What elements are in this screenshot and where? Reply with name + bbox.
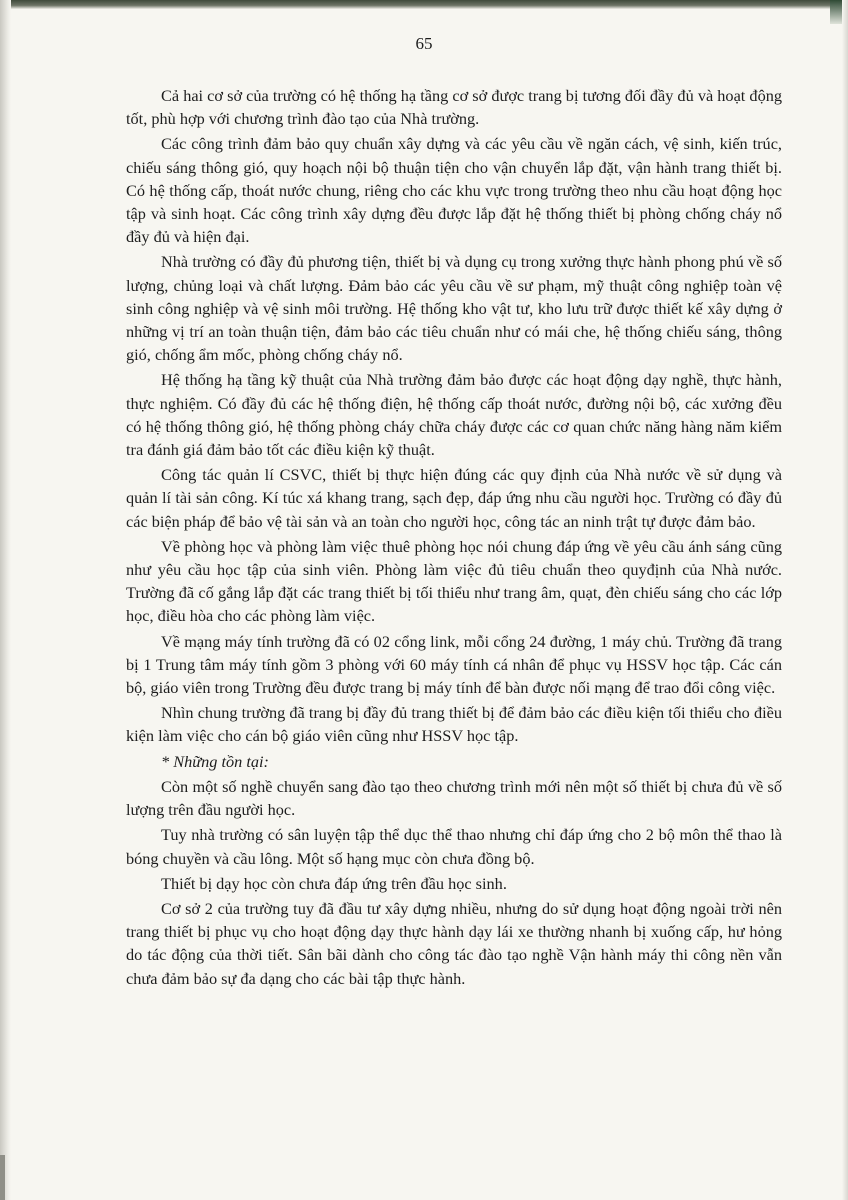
paragraph: Nhà trường có đầy đủ phương tiện, thiết bị và dụng cụ trong xưởng thực hành phong phú về số lượng, chủng loại và chất lượng. Đảm bảo các yêu cầu về sư phạm, mỹ thuật công nghiệp toàn vệ sinh công nghiệp và vệ sinh môi trường. Hệ thống kho vật tư, kho lưu trữ được thiết kế xây dựng ở những vị trí an toàn thuận tiện, đảm bảo các tiêu chuẩn như có mái che, hệ thống chiếu sáng, thông gió, chống ẩm mốc, phòng chống cháy nổ.	[126, 252, 782, 365]
paragraph: Nhìn chung trường đã trang bị đầy đủ trang thiết bị để đảm bảo các điều kiện tối thiểu cho điều kiện làm việc cho cán bộ giáo viên cũng như HSSV học tập.	[126, 703, 782, 746]
paragraph: Hệ thống hạ tầng kỹ thuật của Nhà trường đảm bảo được các hoạt động dạy nghề, thực hành, thực nghiệm. Có đầy đủ các hệ thống điện, hệ thống cấp thoát nước, đường nội bộ, các xưởng đều có hệ thống thông gió, hệ thống phòng cháy chữa cháy được các cơ quan chức năng hàng năm kiểm tra đánh giá đảm bảo tốt các điều kiện kỹ thuật.	[126, 370, 782, 460]
paragraph: Còn một số nghề chuyển sang đào tạo theo chương trình mới nên một số thiết bị chưa đủ về số lượng trên đầu người học.	[126, 776, 782, 820]
paragraph: Cơ sở 2 của trường tuy đã đầu tư xây dựng nhiều, nhưng do sử dụng hoạt động ngoài trời nên trang thiết bị phục vụ cho hoạt động dạy thực hành dạy lái xe thường nhanh bị xuống cấp, hư hỏng do tác động của thời tiết. Sân bãi dành cho công tác đào tạo nghề Vận hành máy thi công nền vẫn chưa đảm bảo sự đa dạng cho các bài tập thực hành.	[126, 898, 782, 988]
page-number: 65	[415, 34, 433, 53]
paragraph: Cả hai cơ sở của trường có hệ thống hạ tầng cơ sở được trang bị tương đối đầy đủ và hoạt động tốt, phù hợp với chương trình đào tạo của Nhà trường.	[126, 86, 782, 129]
paragraph: Tuy nhà trường có sân luyện tập thể dục thể thao nhưng chỉ đáp ứng cho 2 bộ môn thể thao là bóng chuyền và cầu lông. Một số hạng mục còn chưa đồng bộ.	[126, 825, 782, 868]
paragraph: Các công trình đảm bảo quy chuẩn xây dựng và các yêu cầu về ngăn cách, vệ sinh, kiến trúc, chiếu sáng thông gió, quy hoạch nội bộ thuận tiện cho vận chuyển lắp đặt, vận hành trang thiết bị. Có hệ thống cấp, thoát nước chung, riêng cho các khu vực trong trường theo nhu cầu hoạt động học tập và sinh hoạt. Các công trình xây dựng đều được lắp đặt hệ thống thiết bị phòng chống cháy nổ đầy đủ và hiện đại.	[126, 134, 782, 247]
paragraph: Thiết bị dạy học còn chưa đáp ứng trên đầu học sinh.	[161, 873, 507, 893]
scan-right-edge	[842, 0, 848, 1200]
scan-left-mark	[0, 1155, 5, 1200]
weakness-heading: * Những tồn tại:	[161, 751, 269, 771]
document-body	[126, 84, 782, 992]
paragraph: Công tác quản lí CSVC, thiết bị thực hiện đúng các quy định của Nhà nước về sử dụng và quản lí tài sản công. Kí túc xá khang trang, sạch đẹp, đáp ứng nhu cầu người học. Trường có đầy đủ các biện pháp để bảo vệ tài sản và an toàn cho người học, công tác an ninh trật tự được đảm bảo.	[126, 465, 782, 531]
paragraph: Về phòng học và phòng làm việc thuê phòng học nói chung đáp ứng về yêu cầu ánh sáng cũng như yêu cầu học tập của sinh viên. Phòng làm việc đủ tiêu chuẩn theo quyđịnh của Nhà nước. Trường đã cố gắng lắp đặt các trang thiết bị tối thiểu như trang âm, quạt, đèn chiếu sáng cho các lớp học, điều hòa cho các phòng làm việc.	[126, 536, 782, 626]
scan-left-edge	[0, 0, 11, 1200]
scan-top-edge	[0, 0, 848, 9]
paragraph: Về mạng máy tính trường đã có 02 cổng link, mỗi cổng 24 đường, 1 máy chủ. Trường đã trang bị 1 Trung tâm máy tính gồm 3 phòng với 60 máy tính cá nhân để phục vụ HSSV học tập. Các cán bộ, giáo viên trong Trường đều được trang bị máy tính để bàn được nối mạng để trao đổi công việc.	[126, 631, 782, 698]
